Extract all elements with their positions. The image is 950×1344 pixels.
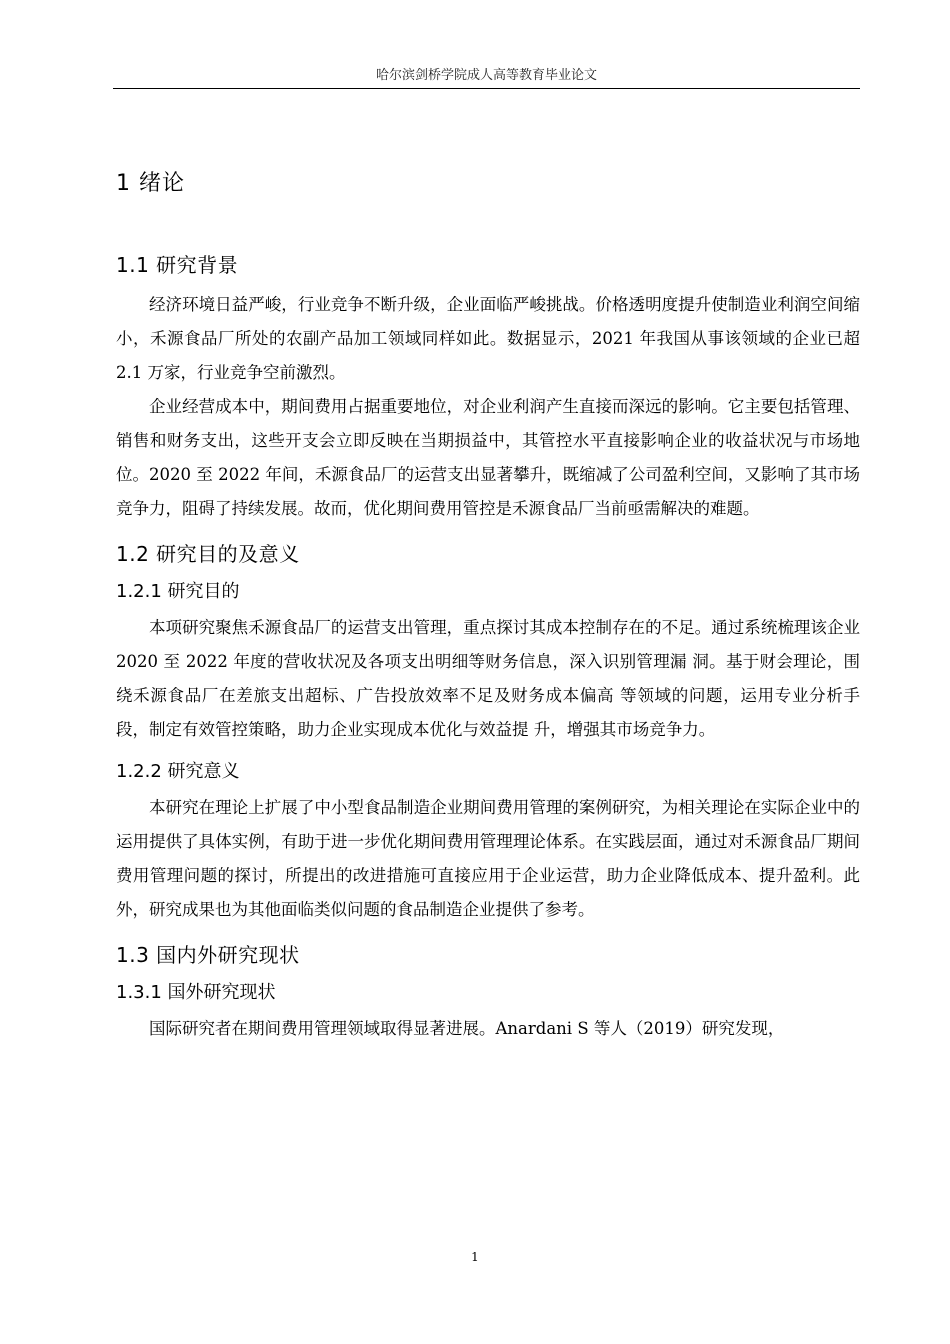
paragraph: 本研究在理论上扩展了中小型食品制造企业期间费用管理的案例研究，为相关理论在实际企业中的运用提供了具体实例，有助于进一步优化期间费用管理理论体系。在实践层面，通过对禾源食品厂期间费用管理问题的探讨，所提出的改进措施可直接应用于企业运营，助力企业降低成本、提升盈利。此外，研究成果也为其他面临类似问题的食品制造企业提供了参考。	[116, 798, 860, 919]
paragraph: 企业经营成本中，期间费用占据重要地位，对企业利润产生直接而深远的影响。它主要包括管理、销售和财务支出，这些开支会立即反映在当期损益中，其管控水平直接影响企业的收益状况与市场地位。2020 至 2022 年间，禾源食品厂的运营支出显著攀升，既缩减了公司盈利空间，又影响了其市场竞争力，阻碍了持续发展。故而，优化期间费用管控是禾源食品厂当前亟需解决的难题。	[116, 397, 860, 518]
paragraph: 经济环境日益严峻，行业竞争不断升级，企业面临严峻挑战。价格透明度提升使制造业利润空间缩小，禾源食品厂所处的农副产品加工领域同样如此。数据显示，2021 年我国从事该领域的企业已超 2.1 万家，行业竞争空前激烈。	[116, 295, 860, 382]
section-title-1-1: 1.1 研究背景	[116, 253, 239, 277]
section-title-1-2: 1.2 研究目的及意义	[116, 542, 300, 566]
subsection-title-1-2-1: 1.2.1 研究目的	[116, 581, 240, 602]
chapter-title: 1 绪论	[116, 171, 185, 196]
header-divider	[113, 88, 860, 89]
section-title-1-3: 1.3 国内外研究现状	[116, 943, 300, 967]
subsection-title-1-2-2: 1.2.2 研究意义	[116, 761, 240, 782]
page-number: 1	[471, 1250, 479, 1264]
paragraph: 本项研究聚焦禾源食品厂的运营支出管理，重点探讨其成本控制存在的不足。通过系统梳理该企业 2020 至 2022 年度的营收状况及各项支出明细等财务信息，深入识别管理漏 洞。基于财会理论，围绕禾源食品厂在差旅支出超标、广告投放效率不足及财务成本偏高 等领域的问题，运用专业分析手段，制定有效管控策略，助力企业实现成本优化与效益提 升，增强其市场竞争力。	[116, 618, 860, 739]
document-body	[116, 158, 860, 1046]
paragraph: 国际研究者在期间费用管理领域取得显著进展。Anardani S 等人（2019）研究发现，	[149, 1019, 785, 1038]
subsection-title-1-3-1: 1.3.1 国外研究现状	[116, 982, 276, 1003]
running-header: 哈尔滨剑桥学院成人高等教育毕业论文	[375, 68, 597, 83]
